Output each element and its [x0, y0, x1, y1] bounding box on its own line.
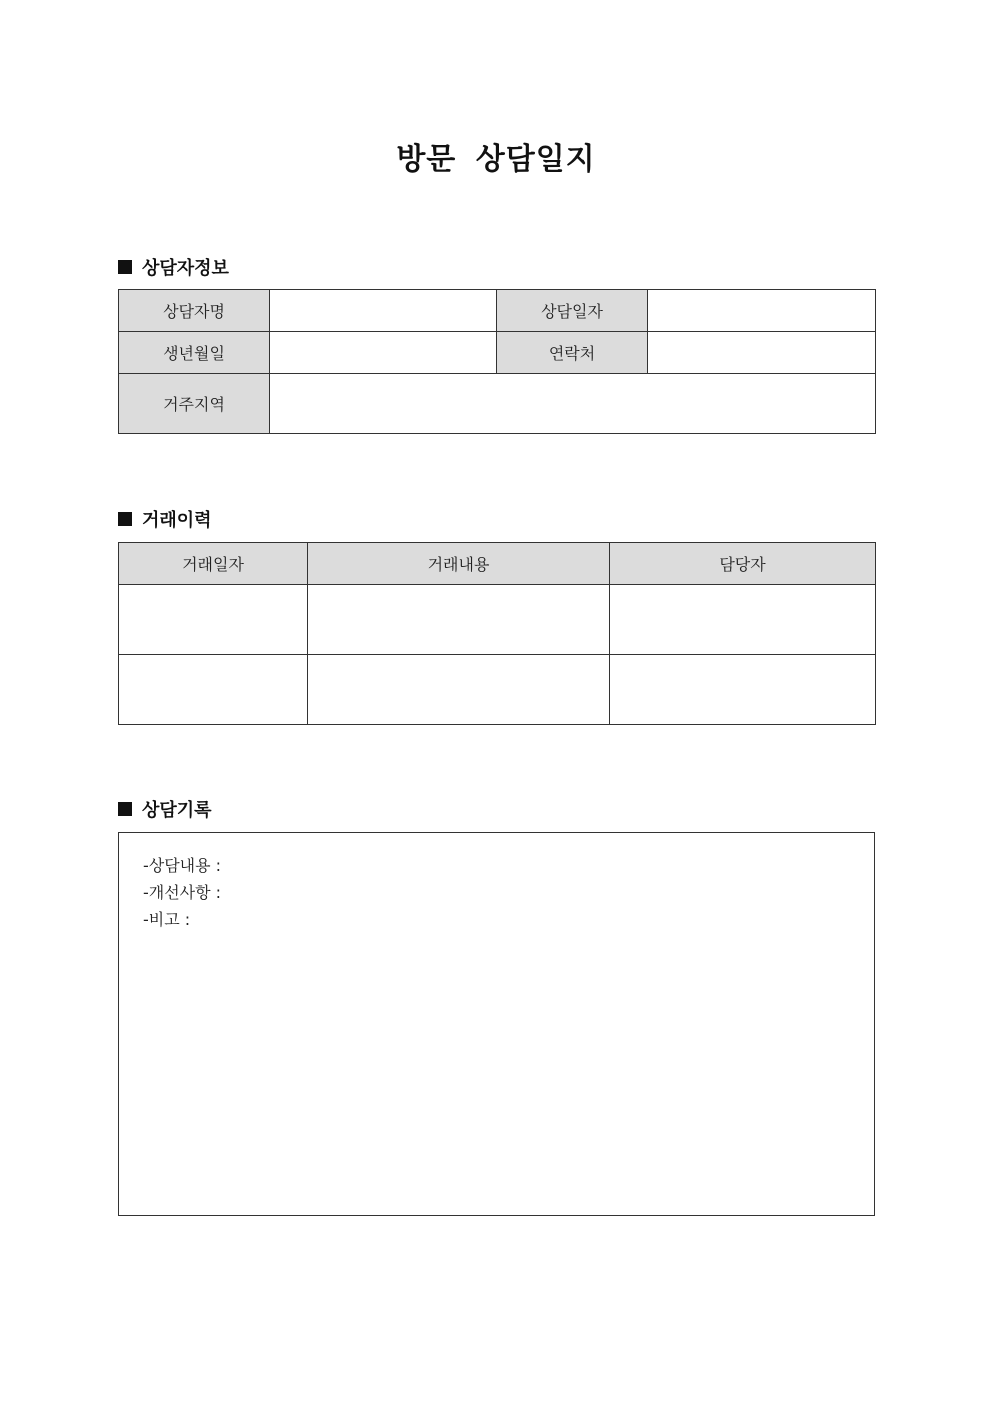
name-label: 상담자명: [119, 290, 270, 332]
history-manager-cell[interactable]: [610, 585, 876, 655]
section-title: 상담자정보: [142, 258, 229, 279]
history-content-cell[interactable]: [308, 585, 610, 655]
record-box[interactable]: [118, 832, 875, 1216]
section-heading-client-info: [118, 254, 229, 280]
section-heading-history: [118, 506, 212, 532]
client-info-table: [118, 289, 876, 434]
history-date-cell[interactable]: [119, 655, 308, 725]
record-line-improvement: -개선사항 :: [143, 883, 222, 902]
column-header-manager: 담당자: [610, 543, 876, 585]
record-line-remarks: -비고 :: [143, 910, 191, 929]
column-header-date: 거래일자: [119, 543, 308, 585]
square-bullet-icon: [118, 512, 132, 526]
contact-label: 연락처: [497, 332, 648, 374]
contact-field[interactable]: [648, 332, 876, 374]
square-bullet-icon: [118, 260, 132, 274]
history-table: [118, 542, 876, 725]
table-row: [119, 585, 876, 655]
region-label: 거주지역: [119, 374, 270, 434]
birth-field[interactable]: [270, 332, 497, 374]
square-bullet-icon: [118, 802, 132, 816]
history-content-cell[interactable]: [308, 655, 610, 725]
record-line-content: -상담내용 :: [143, 856, 222, 875]
page-title: 방문 상담일지: [396, 142, 596, 177]
date-field[interactable]: [648, 290, 876, 332]
birth-label: 생년월일: [119, 332, 270, 374]
section-heading-record: [118, 796, 212, 822]
history-date-cell[interactable]: [119, 585, 308, 655]
table-row: [119, 655, 876, 725]
column-header-content: 거래내용: [308, 543, 610, 585]
region-field[interactable]: [270, 374, 876, 434]
history-manager-cell[interactable]: [610, 655, 876, 725]
date-label: 상담일자: [497, 290, 648, 332]
section-title: 상담기록: [142, 800, 212, 821]
name-field[interactable]: [270, 290, 497, 332]
section-title: 거래이력: [142, 510, 212, 531]
record-lines: [143, 852, 221, 933]
